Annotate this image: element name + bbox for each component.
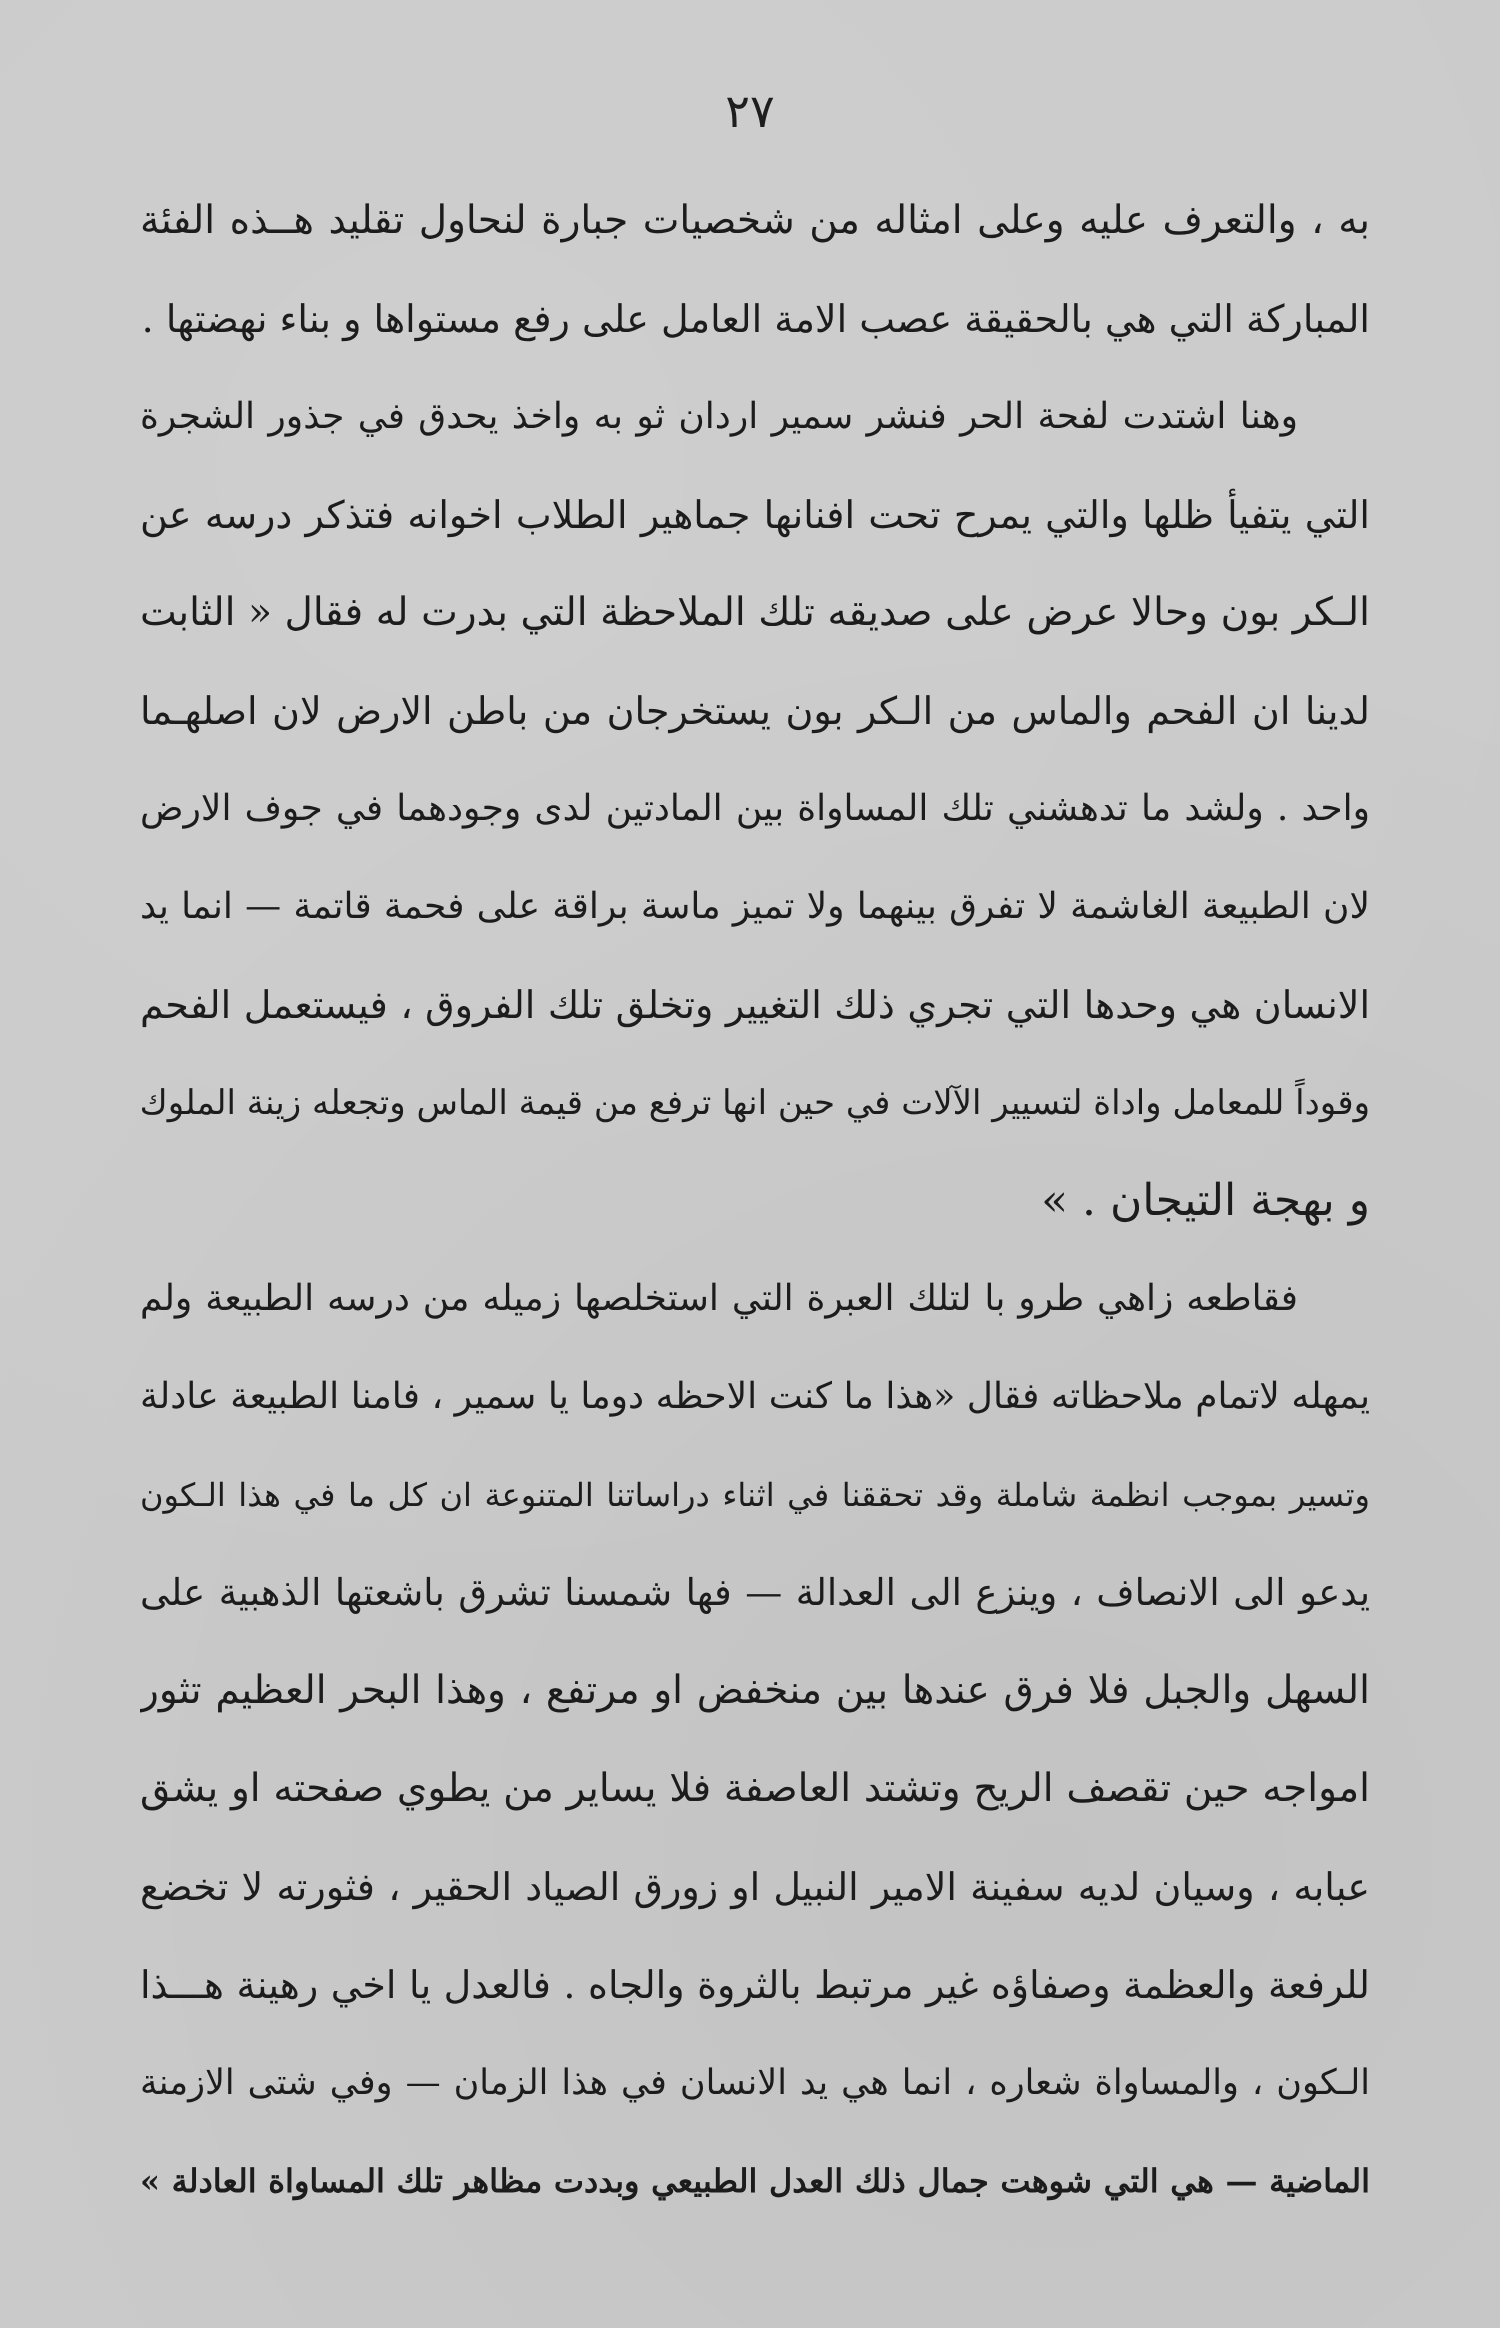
text-line: التي يتفيأ ظلها والتي يمرح تحت افنانها جماهير الطلاب اخوانه فتذكر درسه عن [140,493,1370,537]
page-number: ٢٧ [725,84,775,138]
text-line: الانسان هي وحدها التي تجري ذلك التغيير وتخلق تلك الفروق ، فيستعمل الفحم [140,983,1370,1027]
text-line: وقوداً للمعامل واداة لتسيير الآلات في حين انها ترفع من قيمة الماس وتجعله زينة الملوك [140,1083,1370,1123]
text-line: به ، والتعرف عليه وعلى امثاله من شخصيات جبارة لنحاول تقليد هــذه الفئة [140,198,1370,243]
text-line: امواجه حين تقصف الريح وتشتد العاصفة فلا يساير من يطوي صفحته او يشق [140,1766,1370,1811]
text-line: لان الطبيعة الغاشمة لا تفرق بينهما ولا تميز ماسة براقة على فحمة قاتمة — انما يد [140,886,1370,927]
text-line: للرفعة والعظمة وصفاؤه غير مرتبط بالثروة والجاه . فالعدل يا اخي رهينة هـــذا [140,1963,1370,2007]
text-line: الـكون ، والمساواة شعاره ، انما هي يد الانسان في هذا الزمان — وفي شتى الازمنة [140,2063,1370,2103]
text-line: الـكر بون وحالا عرض على صديقه تلك الملاحظة التي بدرت له فقال « الثابت [140,590,1370,635]
text-line: و بهجة التيجان . » [1041,1175,1370,1226]
body-text [140,172,1370,2230]
text-line: وهنا اشتدت لفحة الحر فنشر سمير اردان ثو به واخذ يحدق في جذور الشجرة [140,396,1298,437]
text-line: عبابه ، وسيان لديه سفينة الامير النبيل او زورق الصياد الحقير ، فثورته لا تخضع [140,1865,1370,1909]
text-line: الماضية — هي التي شوهت جمال ذلك العدل الطبيعي وبددت مظاهر تلك المساواة العادلة » [140,2162,1370,2200]
text-line: المباركة التي هي بالحقيقة عصب الامة العامل على رفع مستواها و بناء نهضتها . [141,297,1370,341]
text-line: لدينا ان الفحم والماس من الـكر بون يستخرجان من باطن الارض لان اصلهـما [140,689,1370,733]
text-line: وتسير بموجب انظمة شاملة وقد تحققنا في اثناء دراساتنا المتنوعة ان كل ما في هذا الـكون [140,1476,1370,1514]
text-line: يدعو الى الانصاف ، وينزع الى العدالة — فها شمسنا تشرق باشعتها الذهبية على [140,1571,1370,1614]
text-line: واحد . ولشد ما تدهشني تلك المساواة بين المادتين لدى وجودهما في جوف الارض [140,788,1370,829]
text-line: فقاطعه زاهي طرو با لتلك العبرة التي استخلصها زميله من درسه الطبيعة ولم [140,1278,1298,1319]
text-line: السهل والجبل فلا فرق عندها بين منخفض او مرتفع ، وهذا البحر العظيم تثور [140,1668,1370,1713]
text-line: يمهله لاتمام ملاحظاته فقال «هذا ما كنت الاحظه دوما يا سمير ، فامنا الطبيعة عادلة [140,1376,1370,1417]
